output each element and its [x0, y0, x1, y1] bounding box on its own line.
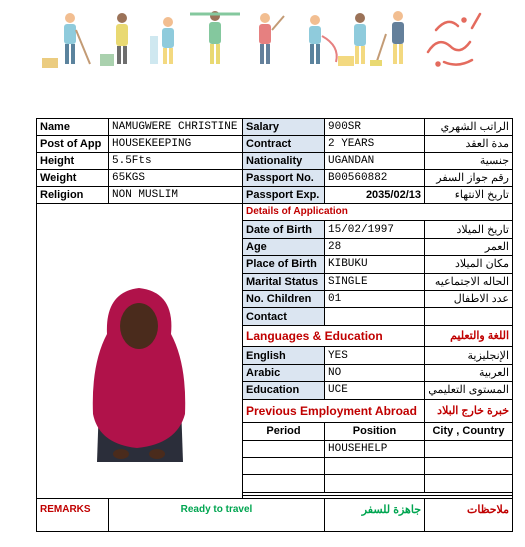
employment-section-title-ar: خبرة خارج البلاد: [425, 399, 513, 423]
passport-no-label: Passport No.: [243, 170, 325, 187]
cleaner-figure-icon: [150, 17, 174, 64]
post-label: Post of App: [37, 136, 109, 153]
age-label-ar: العمر: [425, 238, 513, 255]
salary-label-ar: الراتب الشهري: [425, 119, 513, 136]
marital-label: Marital Status: [243, 273, 325, 290]
dob-value: 15/02/1997: [325, 221, 425, 238]
cleaner-figure-icon: [338, 13, 366, 66]
age-label: Age: [243, 238, 325, 255]
contract-label: Contract: [243, 136, 325, 153]
employment-section-title: Previous Employment Abroad: [243, 399, 425, 423]
employment-header-position: Position: [325, 423, 425, 440]
employment-header-period: Period: [243, 423, 325, 440]
photo-cell: [37, 204, 243, 499]
cleaner-figure-icon: [42, 13, 90, 68]
contract-label-ar: مدة العقد: [425, 136, 513, 153]
salary-label: Salary: [243, 119, 325, 136]
employment-position: [325, 475, 425, 492]
employment-header-location: City , Country: [425, 423, 513, 440]
remarks-value-ar: جاهزة للسفر: [325, 499, 425, 532]
weight-value: 65KGS: [109, 170, 243, 187]
cleaner-figure-icon: [370, 11, 404, 66]
arabic-label-ar: العربية: [425, 364, 513, 381]
nationality-label: Nationality: [243, 153, 325, 170]
employment-period: [243, 440, 325, 457]
cleaner-figure-icon: [259, 13, 284, 64]
employment-location: [425, 457, 513, 474]
religion-label: Religion: [37, 187, 109, 204]
contact-empty-cell: [425, 308, 513, 325]
marital-value: SINGLE: [325, 273, 425, 290]
education-value: UCE: [325, 382, 425, 399]
cleaner-figure-icon: [190, 11, 240, 64]
passport-no-label-ar: رقم جواز السفر: [425, 170, 513, 187]
education-label: Education: [243, 382, 325, 399]
marital-label-ar: الحاله الاجتماعيه: [425, 273, 513, 290]
cleaner-figure-icon: [100, 13, 128, 66]
weight-label: Weight: [37, 170, 109, 187]
remarks-value: Ready to travel: [109, 499, 325, 532]
pob-value: KIBUKU: [325, 256, 425, 273]
dob-label-ar: تاريخ الميلاد: [425, 221, 513, 238]
height-value: 5.5Fts: [109, 153, 243, 170]
english-label-ar: الإنجليزية: [425, 347, 513, 364]
religion-value: NON MUSLIM: [109, 187, 243, 204]
cv-table: [36, 118, 513, 532]
employment-location: [425, 475, 513, 492]
name-label: Name: [37, 119, 109, 136]
candidate-photo: [37, 204, 243, 494]
employment-period: [243, 457, 325, 474]
passport-exp-label: Passport Exp.: [243, 187, 325, 204]
dob-label: Date of Birth: [243, 221, 325, 238]
passport-exp-label-ar: تاريخ الانتهاء: [425, 187, 513, 204]
arabic-calligraphy-logo: [428, 14, 480, 66]
employment-position: [325, 457, 425, 474]
contract-value: 2 YEARS: [325, 136, 425, 153]
name-value: NAMUGWERE CHRISTINE: [109, 119, 243, 136]
children-label: No. Children: [243, 291, 325, 308]
nationality-value: UGANDAN: [325, 153, 425, 170]
english-label: English: [243, 347, 325, 364]
contact-value: [325, 308, 425, 325]
passport-no-value: B00560882: [325, 170, 425, 187]
arabic-value: NO: [325, 364, 425, 381]
salary-value: 900SR: [325, 119, 425, 136]
nationality-label-ar: جنسية: [425, 153, 513, 170]
employment-position: HOUSEHELP: [325, 440, 425, 457]
pob-label-ar: مكان الميلاد: [425, 256, 513, 273]
details-section-title: Details of Application: [243, 204, 513, 221]
post-value: HOUSEKEEPING: [109, 136, 243, 153]
age-value: 28: [325, 238, 425, 255]
height-label: Height: [37, 153, 109, 170]
pob-label: Place of Birth: [243, 256, 325, 273]
english-value: YES: [325, 347, 425, 364]
cleaner-figure-icon: [309, 15, 337, 64]
children-value: 01: [325, 291, 425, 308]
remarks-label-ar: ملاحظات: [425, 499, 513, 532]
arabic-label: Arabic: [243, 364, 325, 381]
employment-period: [243, 475, 325, 492]
languages-section-title-ar: اللغة والتعليم: [425, 325, 513, 347]
languages-section-title: Languages & Education: [243, 325, 425, 347]
contact-label: Contact: [243, 308, 325, 325]
education-label-ar: المستوى التعليمي: [425, 382, 513, 399]
remarks-label: REMARKS: [37, 499, 109, 532]
children-label-ar: عدد الاطفال: [425, 291, 513, 308]
employment-location: [425, 440, 513, 457]
passport-exp-value: 2035/02/13: [325, 187, 425, 204]
cleaning-banner-illustration: [40, 6, 510, 70]
